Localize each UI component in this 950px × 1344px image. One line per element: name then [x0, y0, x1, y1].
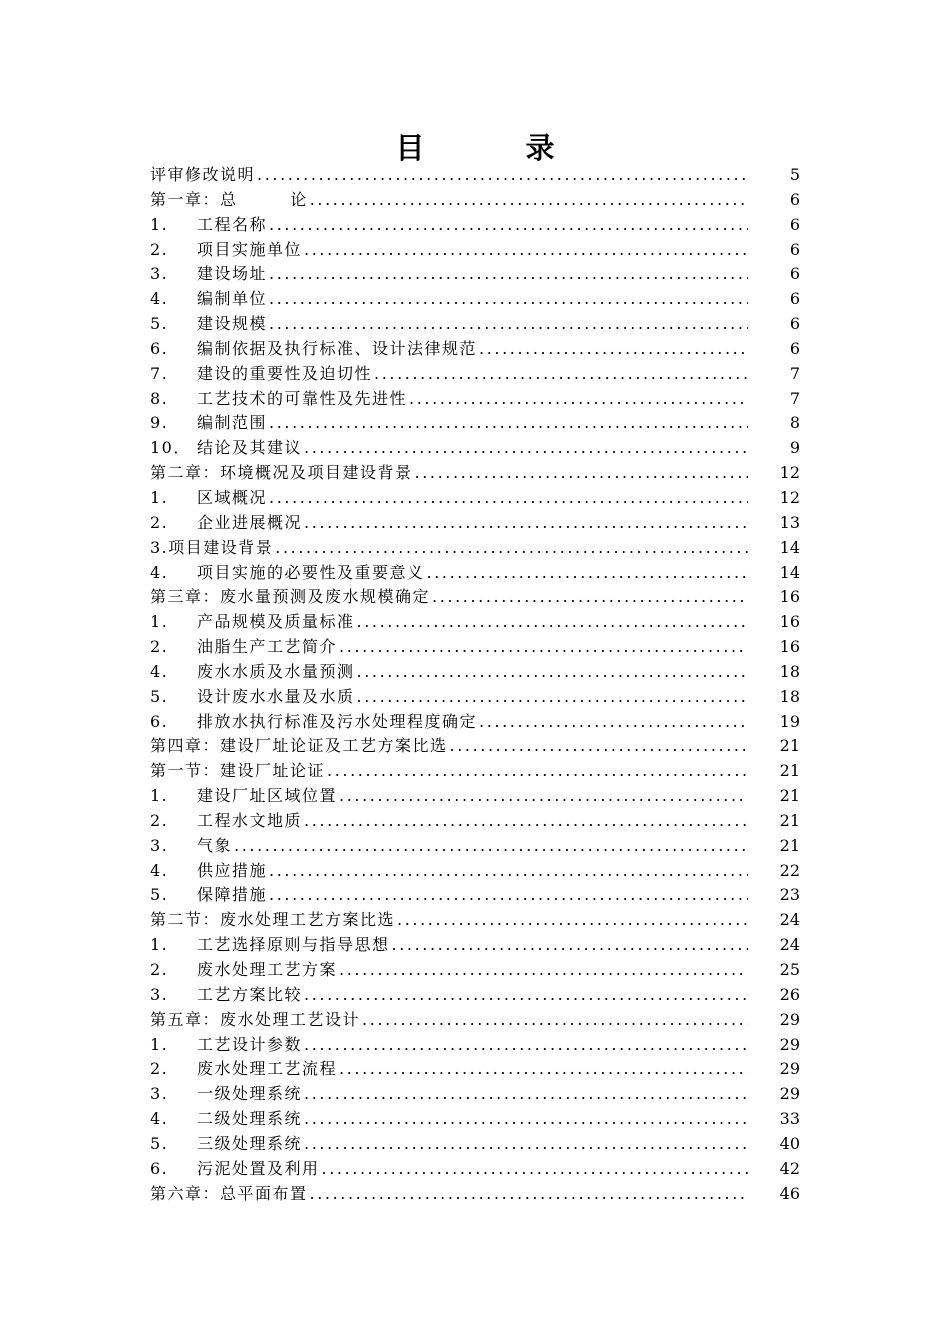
toc-entry[interactable] — [150, 1008, 800, 1033]
toc-entry-number: 1. — [150, 214, 169, 234]
toc-entry-page-number: 26 — [779, 984, 800, 1004]
toc-entry[interactable] — [150, 1033, 800, 1058]
toc-entry-page-number: 29 — [779, 1009, 800, 1029]
toc-entry-title: 产品规模及质量标准 — [197, 612, 355, 632]
toc-dot-leader — [450, 734, 748, 759]
toc-entry-title: 二级处理系统 — [197, 1109, 303, 1129]
toc-dot-leader — [327, 759, 748, 784]
toc-dot-leader — [310, 188, 748, 213]
toc-entry-number: 10． — [150, 438, 191, 458]
toc-entry[interactable] — [150, 188, 800, 213]
toc-entry[interactable] — [150, 983, 800, 1008]
toc-entry-title: 结论及其建议 — [197, 438, 303, 458]
toc-entry-title: 3.项目建设背景 — [150, 537, 274, 557]
toc-dot-leader — [269, 486, 748, 511]
toc-entry[interactable] — [150, 461, 800, 486]
toc-entry-title: 评审修改说明 — [150, 165, 256, 184]
toc-entry-number: 1. — [150, 612, 169, 632]
toc-dot-leader — [310, 1182, 748, 1207]
toc-entry[interactable] — [150, 387, 800, 412]
toc-entry[interactable] — [150, 759, 800, 784]
toc-entry-number: 3. — [150, 264, 169, 284]
toc-entry-number: 1. — [150, 935, 169, 955]
toc-dot-leader — [269, 262, 748, 287]
toc-entry-page-number: 29 — [779, 1084, 800, 1104]
toc-entry-title: 设计废水水量及水质 — [197, 686, 355, 706]
toc-entry-page-number: 29 — [779, 1034, 800, 1054]
toc-entry-title: 建设场址 — [197, 264, 268, 284]
toc-entry-number: 8. — [150, 388, 169, 408]
toc-dot-leader — [304, 1082, 748, 1107]
toc-dot-leader — [304, 436, 748, 461]
toc-entry-page-number: 21 — [779, 736, 800, 756]
toc-entry[interactable] — [150, 685, 800, 710]
toc-entry[interactable] — [150, 511, 800, 536]
toc-dot-leader — [339, 958, 748, 983]
toc-entry-page-number: 9 — [789, 438, 800, 458]
toc-entry-number: 5. — [150, 314, 169, 334]
toc-entry-title: 区域概况 — [197, 487, 268, 507]
toc-entry-title: 污泥处置及利用 — [197, 1158, 320, 1178]
toc-dot-leader — [392, 933, 748, 958]
toc-entry[interactable] — [150, 734, 800, 759]
toc-entry-number: 4. — [150, 562, 169, 582]
toc-entry[interactable] — [150, 1182, 800, 1207]
toc-dot-leader — [432, 585, 748, 610]
toc-entry-page-number: 6 — [789, 314, 800, 334]
toc-title: 目 录 — [395, 131, 555, 165]
toc-entry-page-number: 33 — [779, 1109, 800, 1129]
toc-entry-page-number: 46 — [779, 1183, 800, 1203]
toc-entry-title: 工艺技术的可靠性及先进性 — [197, 388, 408, 408]
toc-entry-title: 第四章：建设厂址论证及工艺方案比选 — [150, 736, 448, 756]
toc-entry-number: 2. — [150, 239, 169, 259]
toc-entry-title: 第六章：总平面布置 — [150, 1183, 308, 1203]
toc-dot-leader — [304, 809, 748, 834]
toc-dot-leader — [427, 561, 748, 586]
toc-entry[interactable] — [150, 1057, 800, 1082]
toc-entry[interactable] — [150, 834, 800, 859]
toc-entry-title: 第一节：建设厂址论证 — [150, 761, 326, 781]
toc-entry[interactable] — [150, 436, 800, 461]
toc-entry[interactable] — [150, 1157, 800, 1182]
toc-entry-page-number: 21 — [779, 835, 800, 855]
toc-entry-title: 建设厂址区域位置 — [197, 786, 338, 806]
toc-dot-leader — [269, 287, 748, 312]
toc-entry-page-number: 6 — [789, 264, 800, 284]
toc-entry[interactable] — [150, 809, 800, 834]
toc-dot-leader — [304, 1107, 748, 1132]
toc-entry-number: 3. — [150, 984, 169, 1004]
toc-dot-leader — [339, 635, 748, 660]
toc-entry-title: 排放水执行标准及污水处理程度确定 — [197, 711, 478, 731]
toc-entry-page-number: 22 — [779, 860, 800, 880]
toc-entry[interactable] — [150, 859, 800, 884]
toc-dot-leader — [304, 238, 748, 263]
toc-dot-leader — [269, 213, 748, 238]
toc-entry-title: 建设规模 — [197, 314, 268, 334]
toc-entry-title: 第五章：废水处理工艺设计 — [150, 1009, 361, 1029]
toc-entry-page-number: 12 — [779, 487, 800, 507]
toc-entry-title: 工艺方案比较 — [197, 984, 303, 1004]
toc-dot-leader — [269, 859, 748, 884]
toc-entry-page-number: 16 — [779, 637, 800, 657]
toc-entry-number: 5. — [150, 686, 169, 706]
toc-dot-leader — [415, 461, 748, 486]
toc-entry-page-number: 6 — [789, 214, 800, 234]
toc-entry[interactable] — [150, 883, 800, 908]
toc-entry-page-number: 40 — [779, 1133, 800, 1153]
toc-entry-title: 企业进展概况 — [197, 512, 303, 532]
toc-entry-page-number: 16 — [779, 587, 800, 607]
toc-entry-number: 1. — [150, 1034, 169, 1054]
toc-entry-page-number: 6 — [789, 289, 800, 309]
toc-entry[interactable] — [150, 585, 800, 610]
toc-entry[interactable] — [150, 1132, 800, 1157]
toc-entry-number: 2. — [150, 637, 169, 657]
toc-entry-page-number: 6 — [789, 239, 800, 259]
toc-entry-number: 4. — [150, 860, 169, 880]
toc-dot-leader — [304, 983, 748, 1008]
toc-dot-leader — [357, 685, 748, 710]
toc-entry-title: 项目实施的必要性及重要意义 — [197, 562, 425, 582]
toc-entry-number: 9. — [150, 413, 169, 433]
toc-entry-page-number: 29 — [779, 1059, 800, 1079]
toc-entry-number: 7. — [150, 363, 169, 383]
toc-entry-number: 1. — [150, 786, 169, 806]
toc-entry-title: 三级处理系统 — [197, 1133, 303, 1153]
toc-entry[interactable] — [150, 163, 800, 188]
toc-entry-page-number: 14 — [779, 537, 800, 557]
toc-entry[interactable] — [150, 908, 800, 933]
toc-dot-leader — [357, 660, 748, 685]
toc-entry-title: 工程水文地质 — [197, 810, 303, 830]
toc-entry-number: 6. — [150, 338, 169, 358]
toc-entry-page-number: 6 — [789, 189, 800, 209]
toc-entry[interactable] — [150, 610, 800, 635]
toc-dot-leader — [275, 536, 748, 561]
toc-entry[interactable] — [150, 660, 800, 685]
toc-dot-leader — [322, 1157, 748, 1182]
toc-entry-title: 建设的重要性及迫切性 — [197, 363, 373, 383]
toc-entry-title: 编制范围 — [197, 413, 268, 433]
toc-entry-number: 2. — [150, 960, 169, 979]
toc-dot-leader — [339, 784, 748, 809]
toc-dot-leader — [339, 1057, 748, 1082]
toc-entry-title: 气象 — [197, 835, 233, 855]
toc-dot-leader — [269, 312, 748, 337]
toc-dot-leader — [409, 387, 748, 412]
toc-entry-number: 6. — [150, 711, 169, 731]
toc-list — [150, 163, 800, 1206]
toc-entry[interactable] — [150, 1107, 800, 1132]
toc-entry-page-number: 25 — [779, 960, 800, 979]
toc-entry-page-number: 18 — [779, 686, 800, 706]
toc-entry-page-number: 13 — [779, 512, 800, 532]
toc-dot-leader — [374, 362, 748, 387]
toc-entry-title: 第二节：废水处理工艺方案比选 — [150, 910, 396, 930]
toc-entry-number: 6. — [150, 1158, 169, 1178]
toc-entry-number: 4. — [150, 661, 169, 681]
toc-entry-number: 2. — [150, 1059, 169, 1079]
toc-entry-number: 4. — [150, 289, 169, 309]
toc-entry-title: 工艺选择原则与指导思想 — [197, 935, 390, 955]
toc-entry-title: 保障措施 — [197, 885, 268, 905]
toc-entry-title: 第二章：环境概况及项目建设背景 — [150, 463, 413, 483]
toc-entry-title: 工程名称 — [197, 214, 268, 234]
toc-entry-title: 供应措施 — [197, 860, 268, 880]
toc-dot-leader — [234, 834, 748, 859]
toc-entry-page-number: 6 — [789, 338, 800, 358]
toc-entry[interactable] — [150, 710, 800, 735]
toc-entry[interactable] — [150, 958, 800, 983]
toc-dot-leader — [304, 1033, 748, 1058]
toc-entry[interactable] — [150, 933, 800, 958]
toc-dot-leader — [269, 883, 748, 908]
toc-entry-page-number: 18 — [779, 661, 800, 681]
toc-entry-page-number: 7 — [789, 388, 800, 408]
toc-entry[interactable] — [150, 312, 800, 337]
toc-entry-page-number: 21 — [779, 810, 800, 830]
toc-dot-leader — [479, 337, 748, 362]
toc-entry-page-number: 42 — [779, 1158, 800, 1178]
toc-entry-title: 编制依据及执行标准、设计法律规范 — [197, 338, 478, 358]
toc-entry-page-number: 8 — [789, 413, 800, 433]
toc-entry-number: 2. — [150, 810, 169, 830]
toc-dot-leader — [304, 1132, 748, 1157]
toc-entry-page-number: 5 — [789, 165, 800, 184]
toc-entry-title: 油脂生产工艺简介 — [197, 637, 338, 657]
toc-entry[interactable] — [150, 635, 800, 660]
toc-entry-page-number: 19 — [779, 711, 800, 731]
toc-entry-title: 第一章：总 论 — [150, 189, 308, 209]
toc-entry-page-number: 21 — [779, 761, 800, 781]
toc-entry-page-number: 14 — [779, 562, 800, 582]
toc-entry-title: 项目实施单位 — [197, 239, 303, 259]
toc-dot-leader — [257, 163, 748, 188]
toc-entry-title: 第三章：废水量预测及废水规模确定 — [150, 587, 431, 607]
toc-entry[interactable] — [150, 287, 800, 312]
toc-entry-number: 5. — [150, 885, 169, 905]
toc-entry-page-number: 24 — [779, 910, 800, 930]
toc-entry-page-number: 16 — [779, 612, 800, 632]
toc-entry[interactable] — [150, 561, 800, 586]
toc-entry-title: 废水处理工艺流程 — [197, 1059, 338, 1079]
toc-entry-number: 2. — [150, 512, 169, 532]
toc-entry[interactable] — [150, 486, 800, 511]
toc-dot-leader — [269, 411, 748, 436]
toc-entry[interactable] — [150, 411, 800, 436]
toc-entry-number: 1. — [150, 487, 169, 507]
toc-entry-page-number: 24 — [779, 935, 800, 955]
toc-entry-page-number: 7 — [789, 363, 800, 383]
toc-entry[interactable] — [150, 362, 800, 387]
toc-entry[interactable] — [150, 337, 800, 362]
toc-entry-page-number: 23 — [779, 885, 800, 905]
toc-dot-leader — [397, 908, 748, 933]
toc-entry-title: 废水水质及水量预测 — [197, 661, 355, 681]
toc-entry-number: 3. — [150, 835, 169, 855]
toc-entry-number: 4. — [150, 1109, 169, 1129]
toc-entry-page-number: 21 — [779, 786, 800, 806]
toc-dot-leader — [304, 511, 748, 536]
toc-dot-leader — [479, 710, 748, 735]
toc-entry-title: 废水处理工艺方案 — [197, 960, 338, 979]
toc-entry-page-number: 12 — [779, 463, 800, 483]
toc-dot-leader — [362, 1008, 748, 1033]
toc-entry-number: 3. — [150, 1084, 169, 1104]
toc-entry[interactable] — [150, 784, 800, 809]
toc-dot-leader — [357, 610, 748, 635]
toc-entry[interactable] — [150, 262, 800, 287]
toc-entry[interactable] — [150, 213, 800, 238]
toc-entry-number: 5. — [150, 1133, 169, 1153]
toc-entry-title: 一级处理系统 — [197, 1084, 303, 1104]
toc-entry-title: 工艺设计参数 — [197, 1034, 303, 1054]
toc-entry-title: 编制单位 — [197, 289, 268, 309]
toc-entry[interactable] — [150, 1082, 800, 1107]
toc-entry[interactable] — [150, 238, 800, 263]
toc-entry[interactable] — [150, 536, 800, 561]
